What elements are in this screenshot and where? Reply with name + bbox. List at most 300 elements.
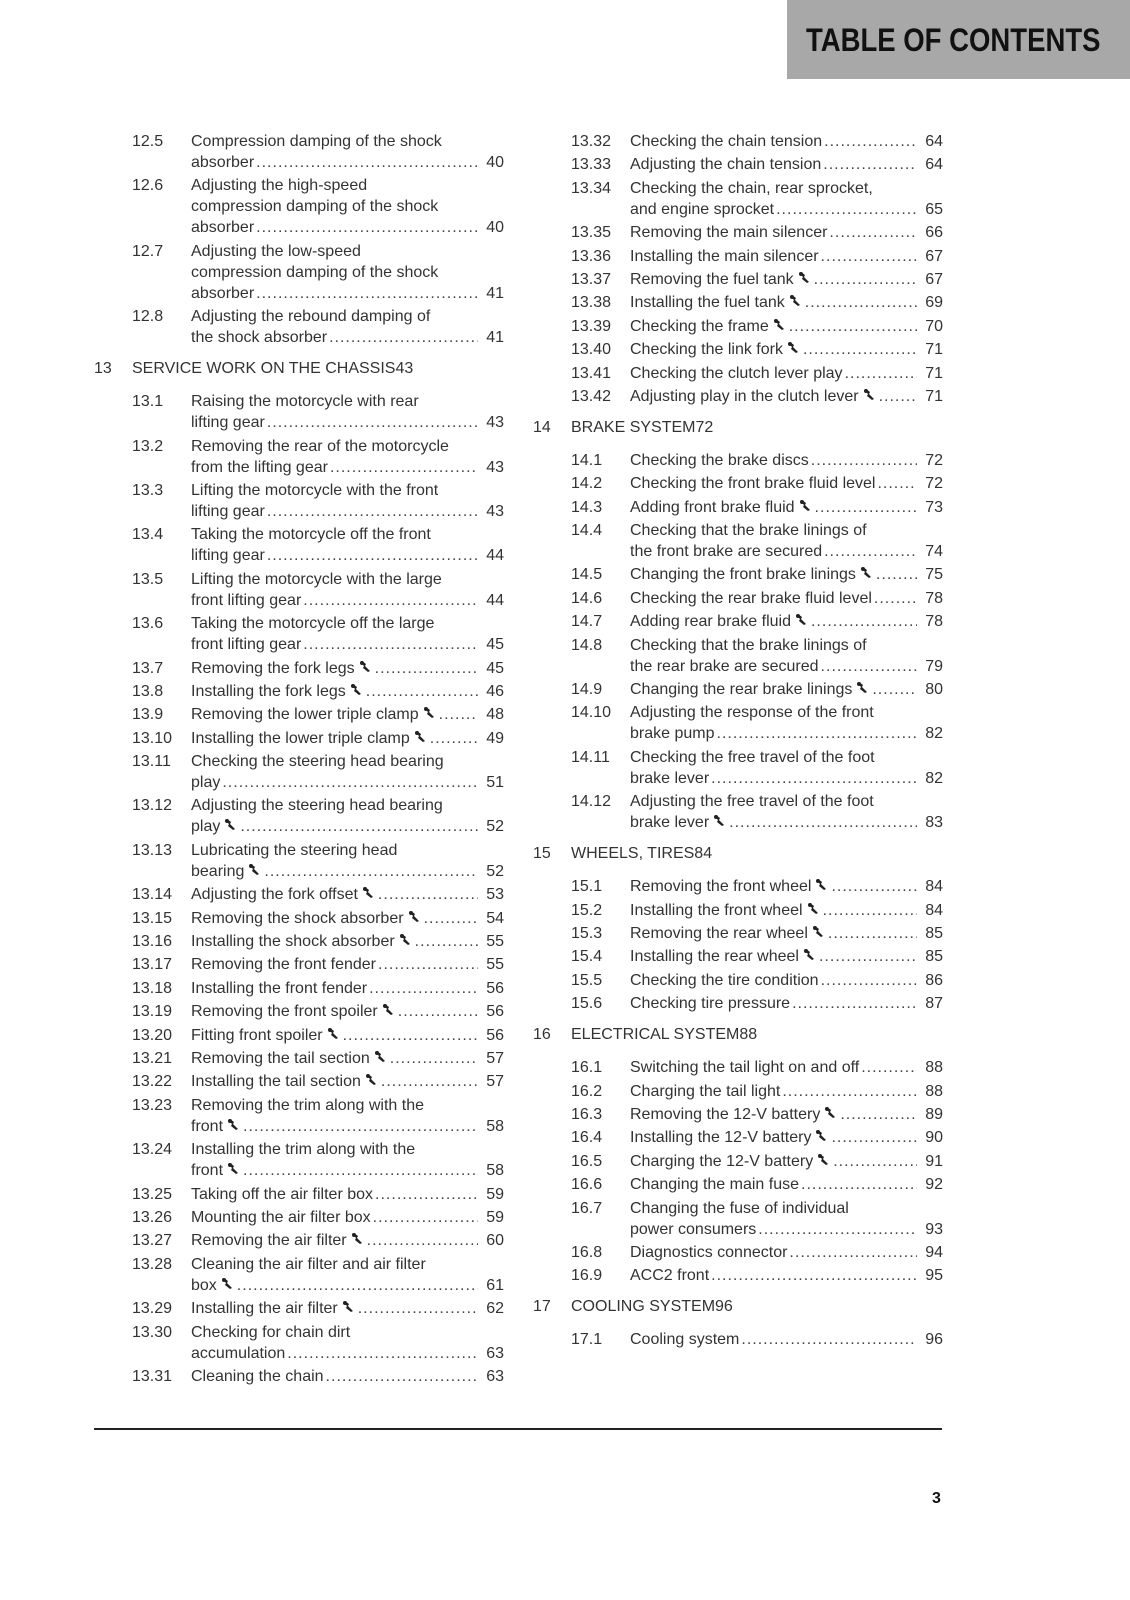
entry-title: box [191, 1276, 217, 1294]
entry-title: lifting gear [191, 502, 265, 520]
toc-entry[interactable] [533, 246, 943, 267]
page-ref[interactable]: 93 [925, 1220, 943, 1238]
page-ref[interactable]: 63 [486, 1367, 504, 1385]
section-number: 13.15 [132, 909, 173, 927]
toc-entry[interactable] [533, 1081, 943, 1102]
section-number: 14.3 [571, 498, 603, 516]
section-number: 13.41 [571, 364, 612, 382]
toc-entry[interactable] [94, 658, 504, 679]
section-number: 14.10 [571, 704, 612, 722]
toc-entry[interactable] [94, 1298, 504, 1319]
entry-title: Adjusting the free travel of the foot [630, 793, 874, 811]
dot-leader [758, 1219, 917, 1240]
dot-leader [237, 1275, 478, 1296]
dot-leader [330, 457, 478, 478]
toc-entry[interactable] [533, 564, 943, 585]
toc-entry[interactable] [94, 704, 504, 725]
page-ref[interactable]: 43 [486, 458, 504, 476]
toc-entry[interactable] [94, 1230, 504, 1251]
section-number: 13.16 [132, 933, 173, 951]
page-ref[interactable]: 78 [925, 613, 943, 631]
toc-entry[interactable] [533, 923, 943, 944]
page-ref[interactable]: 90 [925, 1129, 943, 1147]
entry-title: Cooling system [630, 1331, 740, 1349]
wrench-icon [856, 679, 870, 700]
page-ref[interactable]: 54 [486, 909, 504, 927]
page-ref[interactable]: 56 [486, 1026, 504, 1044]
toc-entry[interactable] [94, 908, 504, 929]
page-ref[interactable]: 85 [925, 924, 943, 942]
toc-entry[interactable] [94, 1071, 504, 1092]
wrench-icon [414, 728, 428, 749]
section-number: 13.29 [132, 1300, 173, 1318]
toc-entry[interactable] [94, 681, 504, 702]
toc-entry[interactable] [533, 269, 943, 290]
toc-entry[interactable] [533, 1242, 943, 1263]
toc-entry[interactable] [94, 751, 504, 793]
entry-title: Installing the fuel tank [630, 294, 785, 312]
entry-title: Adjusting the fork offset [191, 886, 358, 904]
page-ref[interactable]: 52 [486, 862, 504, 880]
toc-entry[interactable] [533, 222, 943, 243]
entry-title: Removing the fuel tank [630, 270, 794, 288]
wrench-icon [399, 931, 413, 952]
section-number: 17.1 [571, 1331, 603, 1349]
toc-entry[interactable] [94, 1001, 504, 1022]
toc-column-right [533, 131, 943, 1353]
entry-title: Removing the front spoiler [191, 1003, 378, 1021]
page-ref[interactable]: 64 [925, 133, 943, 150]
toc-entry[interactable] [94, 1207, 504, 1228]
wrench-icon [359, 658, 373, 679]
toc-entry[interactable] [533, 520, 943, 562]
entry-title: front lifting gear [191, 591, 302, 609]
page-ref[interactable]: 51 [486, 774, 504, 792]
wrench-icon [221, 1275, 235, 1296]
page-ref[interactable]: 56 [486, 1003, 504, 1021]
page-ref[interactable]: 86 [925, 971, 943, 989]
page-ref[interactable]: 55 [486, 933, 504, 951]
section-number: 15.6 [571, 995, 603, 1013]
page-ref[interactable]: 62 [486, 1300, 504, 1318]
page-ref[interactable]: 43 [486, 502, 504, 520]
page-ref[interactable]: 92 [925, 1176, 943, 1194]
entry-title: absorber [191, 219, 255, 237]
dot-leader [367, 1230, 478, 1251]
page-ref[interactable]: 63 [486, 1344, 504, 1362]
section-number: 13.37 [571, 270, 612, 288]
page-ref[interactable]: 94 [925, 1243, 943, 1261]
entry-title: Removing the lower triple clamp [191, 706, 419, 724]
section-number: 13.38 [571, 294, 612, 312]
toc-entry[interactable] [533, 747, 943, 789]
page-ref[interactable]: 72 [925, 451, 943, 469]
section-number: 13.5 [132, 570, 164, 588]
wrench-icon [248, 861, 262, 882]
toc-entry[interactable] [94, 391, 504, 433]
dot-leader [375, 658, 478, 679]
page-ref[interactable]: 49 [486, 729, 504, 747]
toc-entry[interactable] [533, 588, 943, 609]
page-ref[interactable]: 40 [486, 219, 504, 237]
toc-entry[interactable] [94, 241, 504, 304]
section-number: 16.5 [571, 1152, 603, 1170]
page-ref[interactable]: 59 [486, 1185, 504, 1203]
dot-leader [861, 1057, 917, 1078]
section-number: 13.7 [132, 659, 164, 677]
section-number: 13.22 [132, 1073, 173, 1091]
section-number: 12.8 [132, 308, 164, 326]
toc-entry[interactable] [533, 497, 943, 518]
dot-leader [256, 217, 478, 238]
entry-title: Removing the shock absorber [191, 909, 404, 927]
toc-entry[interactable] [533, 473, 943, 494]
toc-column-left [94, 131, 504, 1389]
page-ref[interactable]: 88 [739, 1026, 758, 1044]
toc-entry[interactable] [94, 1254, 504, 1296]
entry-title: Installing the air filter [191, 1300, 338, 1318]
wrench-icon [815, 1127, 829, 1148]
page-ref[interactable]: 72 [925, 475, 943, 493]
toc-entry[interactable] [533, 791, 943, 833]
dot-leader [398, 1001, 478, 1022]
toc-entry[interactable] [533, 946, 943, 967]
page-ref[interactable]: 59 [486, 1208, 504, 1226]
page-ref[interactable]: 55 [486, 956, 504, 974]
page-ref[interactable]: 61 [486, 1276, 504, 1294]
entry-title: Taking the motorcycle off the front [191, 526, 431, 544]
entry-title: Compression damping of the shock [191, 133, 442, 150]
page-ref[interactable]: 75 [925, 566, 943, 584]
section-number: 13.27 [132, 1232, 173, 1250]
entry-title: from the lifting gear [191, 458, 328, 476]
page-ref[interactable]: 95 [925, 1267, 943, 1285]
dot-leader [439, 704, 478, 725]
toc-entry[interactable] [533, 1151, 943, 1172]
page-ref[interactable]: 84 [694, 845, 713, 863]
wrench-icon [327, 1025, 341, 1046]
toc-entry[interactable] [533, 900, 943, 921]
dot-leader [243, 1160, 478, 1181]
wrench-icon [374, 1048, 388, 1069]
wrench-icon [227, 1160, 241, 1181]
section-number: 16.8 [571, 1243, 603, 1261]
toc-entry[interactable] [533, 1174, 943, 1195]
toc-entry[interactable] [94, 1095, 504, 1137]
dot-leader [823, 154, 917, 175]
page-ref[interactable]: 88 [925, 1059, 943, 1077]
dot-leader [424, 908, 478, 929]
toc-entry[interactable] [94, 1322, 504, 1364]
page-ref[interactable]: 64 [925, 156, 943, 174]
entry-title: absorber [191, 284, 255, 302]
wrench-icon [799, 497, 813, 518]
page-ref[interactable]: 82 [925, 725, 943, 743]
toc-entry[interactable] [533, 450, 943, 471]
entry-title: Fitting front spoiler [191, 1026, 323, 1044]
toc-entry[interactable] [533, 1057, 943, 1078]
dot-leader [711, 768, 917, 789]
dot-leader [326, 1366, 478, 1387]
section-number: 13.24 [132, 1141, 173, 1159]
toc-entry[interactable] [533, 1198, 943, 1240]
entry-title: Installing the shock absorber [191, 933, 395, 951]
page-number: 3 [932, 1490, 941, 1507]
page-ref[interactable]: 53 [486, 886, 504, 904]
page-ref[interactable]: 43 [395, 360, 414, 378]
section-number: 15 [533, 845, 551, 863]
entry-title: Installing the fork legs [191, 682, 346, 700]
page-ref[interactable]: 57 [486, 1073, 504, 1091]
section-number: 16.9 [571, 1267, 603, 1285]
page-ref[interactable]: 40 [486, 154, 504, 171]
section-number: 13.31 [132, 1367, 173, 1385]
entry-title: Checking the clutch lever play [630, 364, 843, 382]
toc-entry[interactable] [533, 154, 943, 175]
dot-leader [819, 946, 917, 967]
toc-entry[interactable] [94, 795, 504, 837]
entry-title: Checking the tire condition [630, 971, 819, 989]
dot-leader [267, 545, 478, 566]
entry-title: play [191, 818, 221, 836]
dot-leader [256, 283, 478, 304]
dot-leader [840, 1104, 917, 1125]
page-ref[interactable]: 48 [486, 706, 504, 724]
dot-leader [373, 1207, 478, 1228]
toc-entry[interactable] [94, 569, 504, 611]
page-ref[interactable]: 89 [925, 1105, 943, 1123]
toc-entry[interactable] [94, 306, 504, 348]
toc-entry[interactable] [94, 524, 504, 566]
section-number: 13.42 [571, 387, 612, 405]
page-ref[interactable]: 88 [925, 1082, 943, 1100]
dot-leader [358, 1298, 478, 1319]
section-number: 14.7 [571, 613, 603, 631]
entry-title: Taking off the air filter box [191, 1185, 374, 1203]
page-ref[interactable]: 79 [925, 657, 943, 675]
toc-entry[interactable] [533, 702, 943, 744]
toc-chapter[interactable] [533, 843, 943, 864]
toc-entry[interactable] [94, 1139, 504, 1181]
page-ref[interactable]: 41 [486, 284, 504, 302]
toc-entry[interactable] [94, 613, 504, 655]
dot-leader [711, 1265, 917, 1286]
section-number: 14.1 [571, 451, 603, 469]
page-ref[interactable]: 60 [486, 1232, 504, 1250]
toc-entry[interactable] [533, 1104, 943, 1125]
section-number: 13.40 [571, 341, 612, 359]
page-ref[interactable]: 87 [925, 995, 943, 1013]
dot-leader [776, 199, 917, 220]
section-number: 13.25 [132, 1185, 173, 1203]
entry-title: Checking the link fork [630, 341, 783, 359]
section-number: 13.28 [132, 1255, 173, 1273]
dot-leader [264, 861, 478, 882]
section-number: 12.5 [132, 133, 164, 150]
page-ref[interactable]: 67 [925, 270, 943, 288]
section-number: 14.11 [571, 748, 610, 766]
entry-title: ACC2 front [630, 1267, 710, 1285]
entry-title: the shock absorber [191, 329, 328, 347]
section-number: 14.6 [571, 589, 603, 607]
section-number: 14.9 [571, 681, 603, 699]
toc-entry[interactable] [533, 316, 943, 337]
page-ref[interactable]: 43 [486, 414, 504, 432]
page-ref[interactable]: 58 [486, 1162, 504, 1180]
toc-entry[interactable] [533, 178, 943, 220]
dot-leader [343, 1025, 478, 1046]
dot-leader [378, 884, 478, 905]
toc-entry[interactable] [94, 931, 504, 952]
section-number: 13.39 [571, 317, 612, 335]
entry-title: ELECTRICAL SYSTEM [571, 1026, 740, 1044]
page-ref[interactable]: 66 [925, 224, 943, 242]
dot-leader [824, 541, 917, 562]
page-ref[interactable]: 65 [925, 200, 943, 218]
toc-entry[interactable] [94, 840, 504, 882]
toc-entry[interactable] [533, 635, 943, 677]
page-ref[interactable]: 67 [925, 247, 943, 265]
entry-title: Adjusting the low-speed [191, 242, 361, 260]
entry-title: play [191, 774, 221, 792]
toc-entry[interactable] [94, 978, 504, 999]
page-ref[interactable]: 46 [486, 682, 504, 700]
page-ref[interactable]: 44 [486, 547, 504, 565]
entry-title: Checking that the brake linings of [630, 636, 867, 654]
toc-entry[interactable] [533, 292, 943, 313]
section-number: 15.4 [571, 948, 603, 966]
page-ref[interactable]: 74 [925, 543, 943, 561]
entry-title: Removing the rear of the motorcycle [191, 437, 449, 455]
entry-title: and engine sprocket [630, 200, 775, 218]
dot-leader [369, 978, 478, 999]
toc-entry[interactable] [533, 876, 943, 897]
entry-title: Charging the tail light [630, 1082, 781, 1100]
entry-title: Mounting the air filter box [191, 1208, 371, 1226]
dot-leader [240, 816, 478, 837]
page-ref[interactable]: 82 [925, 769, 943, 787]
entry-title: Adding front brake fluid [630, 498, 795, 516]
dot-leader [872, 679, 917, 700]
toc-entry[interactable] [533, 1265, 943, 1286]
toc-entry[interactable] [94, 1048, 504, 1069]
entry-title: Changing the main fuse [630, 1176, 799, 1194]
page-ref[interactable]: 57 [486, 1049, 504, 1067]
dot-leader [329, 327, 478, 348]
toc-entry[interactable] [533, 1127, 943, 1148]
toc-entry[interactable] [94, 884, 504, 905]
toc-entry[interactable] [533, 363, 943, 384]
toc-entry[interactable] [533, 679, 943, 700]
toc-entry[interactable] [94, 954, 504, 975]
page-ref[interactable]: 96 [925, 1331, 943, 1349]
toc-entry[interactable] [94, 1025, 504, 1046]
section-number: 14.5 [571, 566, 603, 584]
entry-title: Installing the trim along with the [191, 1141, 416, 1159]
entry-title: the rear brake are secured [630, 657, 819, 675]
page-ref[interactable]: 52 [486, 818, 504, 836]
dot-leader [430, 728, 478, 749]
wrench-icon [224, 816, 238, 837]
page-ref[interactable]: 58 [486, 1117, 504, 1135]
page-ref[interactable]: 45 [486, 636, 504, 654]
page-ref[interactable]: 44 [486, 591, 504, 609]
toc-entry[interactable] [94, 480, 504, 522]
page-ref[interactable]: 73 [925, 498, 943, 516]
entry-title: Installing the lower triple clamp [191, 729, 410, 747]
entry-title: lifting gear [191, 547, 265, 565]
page-ref[interactable]: 83 [925, 814, 943, 832]
toc-chapter[interactable] [533, 1296, 943, 1317]
toc-entry[interactable] [94, 436, 504, 478]
entry-title: power consumers [630, 1220, 757, 1238]
wrench-icon [350, 681, 364, 702]
page-ref[interactable]: 56 [486, 979, 504, 997]
entry-title: Checking the rear brake fluid level [630, 589, 872, 607]
section-number: 14.4 [571, 522, 603, 540]
section-number: 16.2 [571, 1082, 603, 1100]
toc-chapter[interactable] [94, 358, 504, 379]
toc-entry[interactable] [94, 1184, 504, 1205]
toc-entry[interactable] [533, 993, 943, 1014]
wrench-icon [382, 1001, 396, 1022]
toc-entry[interactable] [533, 386, 943, 407]
page-ref[interactable]: 91 [925, 1152, 943, 1170]
page-ref[interactable]: 85 [925, 948, 943, 966]
page-ref[interactable]: 45 [486, 659, 504, 677]
section-number: 14.2 [571, 475, 603, 493]
section-number: 13.13 [132, 841, 173, 859]
header-banner [787, 0, 1130, 79]
toc-entry[interactable] [94, 728, 504, 749]
dot-leader [814, 269, 917, 290]
entry-title: Raising the motorcycle with rear [191, 393, 419, 411]
toc-entry[interactable] [533, 1329, 943, 1350]
dot-leader [789, 1242, 917, 1263]
wrench-icon [812, 923, 826, 944]
entry-title: Changing the fuse of individual [630, 1199, 849, 1217]
page-ref[interactable]: 71 [925, 364, 943, 382]
page-ref[interactable]: 78 [925, 589, 943, 607]
wrench-icon [860, 564, 874, 585]
page-ref[interactable]: 41 [486, 329, 504, 347]
page-ref[interactable]: 96 [715, 1298, 733, 1316]
toc-entry[interactable] [533, 131, 943, 152]
toc-entry[interactable] [94, 1366, 504, 1387]
toc-entry[interactable] [533, 339, 943, 360]
page-ref[interactable]: 71 [925, 341, 943, 359]
wrench-icon [362, 884, 376, 905]
section-number: 13.10 [132, 729, 173, 747]
toc-entry[interactable] [533, 611, 943, 632]
entry-title: Installing the front fender [191, 979, 368, 997]
dot-leader [415, 931, 478, 952]
section-number: 16.1 [571, 1059, 603, 1077]
toc-entry[interactable] [94, 131, 504, 173]
toc-chapter[interactable] [533, 417, 943, 438]
page-ref[interactable]: 71 [925, 387, 943, 405]
page-ref[interactable]: 69 [925, 294, 943, 312]
page-ref[interactable]: 84 [925, 878, 943, 896]
toc-entry[interactable] [533, 970, 943, 991]
page-ref[interactable]: 84 [925, 901, 943, 919]
toc-chapter[interactable] [533, 1024, 943, 1045]
page-ref[interactable]: 70 [925, 317, 943, 335]
toc-entry[interactable] [94, 175, 504, 238]
entry-title: Installing the main silencer [630, 247, 819, 265]
page-ref[interactable]: 72 [695, 418, 714, 436]
page-ref[interactable]: 80 [925, 681, 943, 699]
